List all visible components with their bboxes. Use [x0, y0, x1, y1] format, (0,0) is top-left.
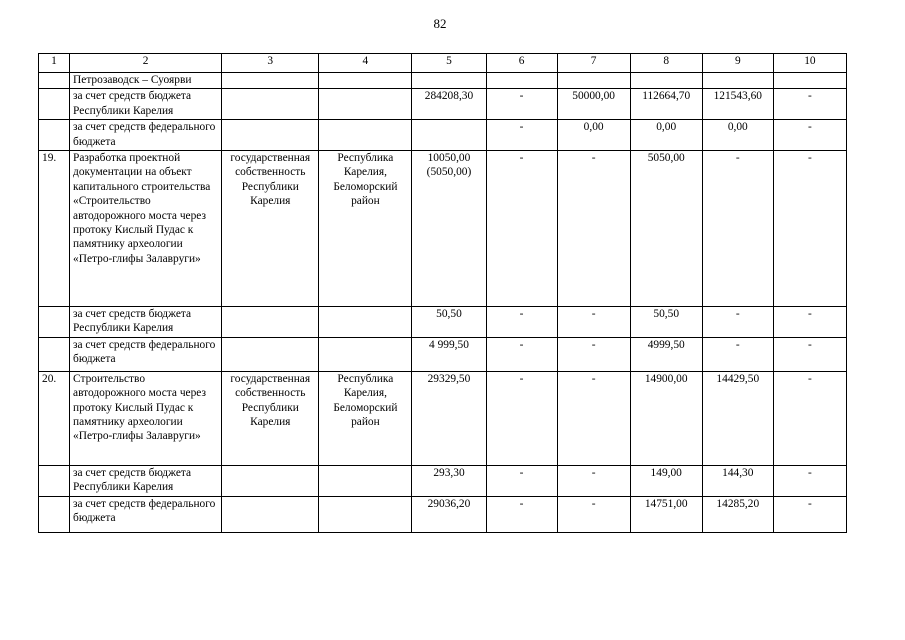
table-row [39, 89, 847, 120]
table-row [39, 73, 847, 89]
table-cell [222, 337, 319, 371]
table-row [39, 307, 847, 338]
table-cell: за счет средств федерального бюджета [70, 337, 222, 371]
table-cell: государственная собственность Республики Карелия [222, 371, 319, 465]
page-number: 82 [433, 16, 447, 31]
table-row [39, 496, 847, 532]
table-cell: 4999,50 [630, 337, 702, 371]
table-cell: - [773, 89, 846, 120]
header-cell: 6 [486, 54, 557, 73]
table-row [39, 465, 847, 496]
table-cell [39, 89, 70, 120]
table-cell: - [773, 307, 846, 338]
header-cell: 4 [319, 54, 412, 73]
table-cell: - [486, 151, 557, 307]
table-cell: Республика Карелия, Беломорский район [319, 371, 412, 465]
table-cell [319, 73, 412, 89]
table-cell: 284208,30 [412, 89, 486, 120]
table-cell [39, 73, 70, 89]
table-cell: - [486, 465, 557, 496]
table-cell: - [486, 371, 557, 465]
table-cell [319, 496, 412, 532]
table-cell: - [486, 496, 557, 532]
table-cell: - [486, 120, 557, 151]
table-cell: - [557, 337, 630, 371]
header-cell: 9 [702, 54, 773, 73]
table-cell: Петрозаводск – Суоярви [70, 73, 222, 89]
table-cell: 29329,50 [412, 371, 486, 465]
table-cell: 50,50 [630, 307, 702, 338]
table-cell: - [486, 307, 557, 338]
table-cell: - [773, 337, 846, 371]
table-cell: за счет средств федерального бюджета [70, 120, 222, 151]
table-cell: 0,00 [702, 120, 773, 151]
budget-table [38, 53, 847, 533]
table-cell [39, 307, 70, 338]
table-cell: 50000,00 [557, 89, 630, 120]
table-cell: - [702, 337, 773, 371]
table-cell: 14429,50 [702, 371, 773, 465]
table-cell [39, 337, 70, 371]
table-cell [319, 120, 412, 151]
table-cell [412, 120, 486, 151]
table-cell [222, 89, 319, 120]
table-cell [319, 337, 412, 371]
table-cell: 14900,00 [630, 371, 702, 465]
table-row [39, 120, 847, 151]
table-row [39, 151, 847, 307]
header-cell: 2 [70, 54, 222, 73]
table-cell [319, 89, 412, 120]
table-cell [222, 307, 319, 338]
header-row [39, 54, 847, 73]
table-cell: - [486, 89, 557, 120]
table-cell [39, 120, 70, 151]
table-cell: - [773, 496, 846, 532]
table-cell [412, 73, 486, 89]
table-cell: 0,00 [630, 120, 702, 151]
table-row [39, 371, 847, 465]
table-cell [319, 465, 412, 496]
table-cell: за счет средств бюджета Республики Карелия [70, 89, 222, 120]
header-cell: 1 [39, 54, 70, 73]
table-cell: - [557, 465, 630, 496]
table-cell [222, 496, 319, 532]
table-cell: 14751,00 [630, 496, 702, 532]
table-cell [39, 465, 70, 496]
table-cell: - [773, 371, 846, 465]
table-cell [222, 120, 319, 151]
table-cell [319, 307, 412, 338]
table-row [39, 337, 847, 371]
table-cell [630, 73, 702, 89]
table-cell: 4 999,50 [412, 337, 486, 371]
table-cell [702, 73, 773, 89]
table-cell [222, 465, 319, 496]
table-cell: 121543,60 [702, 89, 773, 120]
table-cell: - [773, 151, 846, 307]
table-cell: - [557, 496, 630, 532]
table-cell: - [773, 465, 846, 496]
table-cell: - [486, 337, 557, 371]
table-cell: 50,50 [412, 307, 486, 338]
table-cell: - [557, 151, 630, 307]
header-cell: 5 [412, 54, 486, 73]
table-cell [773, 73, 846, 89]
table-cell: за счет средств бюджета Республики Карелия [70, 465, 222, 496]
table-cell: Республика Карелия, Беломорский район [319, 151, 412, 307]
table-cell: 293,30 [412, 465, 486, 496]
table-cell: - [557, 371, 630, 465]
table-cell: 5050,00 [630, 151, 702, 307]
table-cell: 14285,20 [702, 496, 773, 532]
table-cell: Разработка проектной документации на объект капитального строительства «Строительство автодорожного моста через протоку Кислый Пудас к памятнику археологии «Петро-глифы Залавруги» [70, 151, 222, 307]
table-cell: 112664,70 [630, 89, 702, 120]
table-cell [486, 73, 557, 89]
table-cell: за счет средств бюджета Республики Карелия [70, 307, 222, 338]
table-cell: за счет средств федерального бюджета [70, 496, 222, 532]
table-cell [222, 73, 319, 89]
table-cell: государственная собственность Республики Карелия [222, 151, 319, 307]
header-cell: 3 [222, 54, 319, 73]
table-cell: 149,00 [630, 465, 702, 496]
table-cell [39, 496, 70, 532]
table-cell: 0,00 [557, 120, 630, 151]
table-cell: 20. [39, 371, 70, 465]
table-cell: 19. [39, 151, 70, 307]
table-cell: - [702, 307, 773, 338]
table-cell: 144,30 [702, 465, 773, 496]
table-cell: - [557, 307, 630, 338]
table-cell: 10050,00 (5050,00) [412, 151, 486, 307]
header-cell: 8 [630, 54, 702, 73]
header-cell: 10 [773, 54, 846, 73]
table-cell: - [702, 151, 773, 307]
table-cell: - [773, 120, 846, 151]
table-cell [557, 73, 630, 89]
table-cell: Строительство автодорожного моста через протоку Кислый Пудас к памятнику археологии «Петро-глифы Залавруги» [70, 371, 222, 465]
header-cell: 7 [557, 54, 630, 73]
table-cell: 29036,20 [412, 496, 486, 532]
